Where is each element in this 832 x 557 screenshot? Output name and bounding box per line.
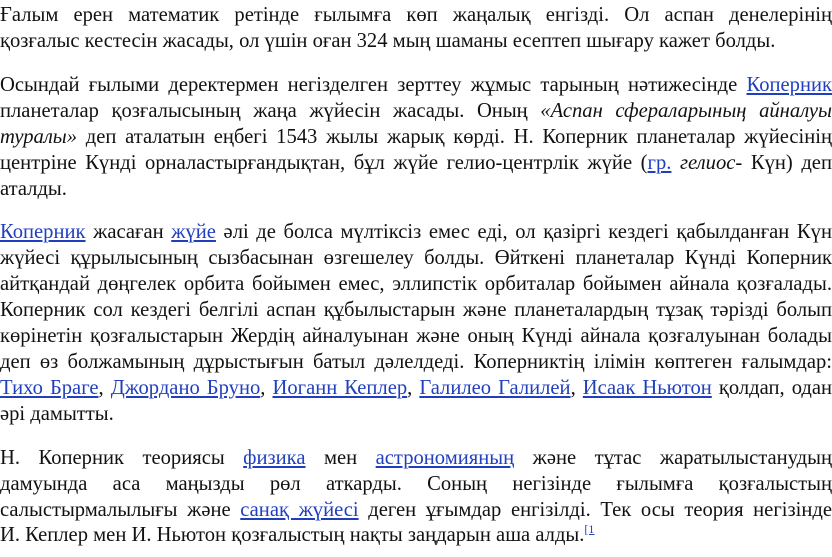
text-run: - Күн) деп xyxy=(735,152,832,174)
wiki-link[interactable]: Галилео Галилей xyxy=(419,377,571,399)
wiki-link[interactable]: жүйе xyxy=(171,221,216,243)
wiki-link[interactable]: Исаак Ньютон xyxy=(582,377,712,399)
wiki-link[interactable]: Коперник xyxy=(746,74,832,96)
wiki-link[interactable]: Джордано Бруно xyxy=(110,377,261,399)
text-run: дамуында аса маңызды рөл аткарды. Соның негізінде ғылымға қозғалыстың xyxy=(0,473,832,495)
text-line xyxy=(0,98,832,124)
text-run: мен xyxy=(305,447,376,469)
text-run: аталды. xyxy=(0,178,67,200)
text-run: және тұтас жаратылыстанудың xyxy=(514,447,832,469)
text-run: , xyxy=(407,377,420,399)
text-line xyxy=(0,471,832,497)
text-line xyxy=(0,219,832,245)
text-run: жасаған xyxy=(85,221,172,243)
text-run: , xyxy=(260,377,273,399)
text-run: деген ұғымдар енгізілді. Тек осы теория негізінде xyxy=(358,499,832,521)
text-run: , xyxy=(98,377,111,399)
text-run: И. Кеплер мен И. Ньютон қозғалыстың нақты заңдарын аша алды. xyxy=(0,524,585,546)
wiki-link[interactable]: гр. xyxy=(647,152,672,174)
text-run: Коперник сол кездегі белгілі аспан құбылыстарын және планеталардың тұзақ тәрізді болып xyxy=(0,299,832,321)
wiki-link[interactable]: астрономияның xyxy=(375,447,515,469)
text-line xyxy=(0,497,832,523)
italic-text: туралы» xyxy=(0,126,78,148)
text-run: деп өз болжамының дұрыстығын батыл дәлелдеді. Коперниктің ілімін көптеген ғалымдар: xyxy=(0,351,832,373)
text-line xyxy=(0,271,832,297)
text-line xyxy=(0,522,832,548)
text-run: , xyxy=(570,377,583,399)
italic-text: гелиос xyxy=(680,152,736,174)
text-run: әрі дамытты. xyxy=(0,403,114,425)
text-line xyxy=(0,150,832,176)
wiki-link[interactable]: Тихо Браге xyxy=(0,377,99,399)
text-line xyxy=(0,375,832,401)
text-line xyxy=(0,2,832,28)
text-run: салыстырмалылығы және xyxy=(0,499,241,521)
text-run: айтқандай дөңгелек орбита бойымен емес, эллипстік орбиталар бойымен айнала қозғалады. xyxy=(0,273,832,295)
wiki-link[interactable]: Иоганн Кеплер xyxy=(272,377,408,399)
italic-text: «Аспан сфераларының айналуы xyxy=(540,100,832,122)
text-line xyxy=(0,72,832,98)
text-line xyxy=(0,245,832,271)
text-line xyxy=(0,349,832,375)
text-line xyxy=(0,445,832,471)
wiki-link[interactable]: физика xyxy=(243,447,306,469)
text-run: Ғалым ерен математик ретінде ғылымға көп жаңалық енгізді. Ол аспан денелерінің xyxy=(0,4,832,26)
text-run: центріне Күнді орналастырғандықтан, бұл жүйе гелио-центрлік жүйе ( xyxy=(0,152,648,174)
footnote-reference-link[interactable]: [1 xyxy=(584,522,595,536)
text-line xyxy=(0,323,832,349)
text-line xyxy=(0,28,832,54)
text-run: қозғалыс кестесін жасады, ол үшін оған 324 мың шаманы есептеп шығару кажет болды. xyxy=(0,30,776,52)
text-run: әлі де болса мүлтіксіз емес еді, ол қазіргі кездегі қабылданған Күн xyxy=(215,221,832,243)
text-run: Н. Коперник теориясы xyxy=(0,447,244,469)
text-run xyxy=(671,152,680,174)
text-line xyxy=(0,297,832,323)
text-line xyxy=(0,401,832,427)
text-line xyxy=(0,124,832,150)
text-run: қолдап, одан xyxy=(711,377,832,399)
text-run: Осындай ғылыми деректермен негізделген зерттеу жұмыс тарының нәтижесінде xyxy=(0,74,747,96)
text-run: көрінетін қозғалыстарын Жердің айналуынан және оның Күнді айнала қозғалуынан болады xyxy=(0,325,832,347)
text-run: планеталар қозғалысының жаңа жүйесін жасады. Оның xyxy=(0,100,541,122)
wiki-link[interactable]: Коперник xyxy=(0,221,86,243)
text-line xyxy=(0,176,832,202)
text-run: жүйесі құрылысының сызбасынан өзгешелеу болды. Өйткені планеталар Күнді Коперник xyxy=(0,247,832,269)
wiki-link[interactable]: санақ жүйесі xyxy=(240,499,359,521)
text-run: деп аталатын еңбегі 1543 жылы жарық көрді. Н. Коперник планеталар жүйесінің xyxy=(77,126,832,148)
footnote-marker xyxy=(584,522,594,536)
